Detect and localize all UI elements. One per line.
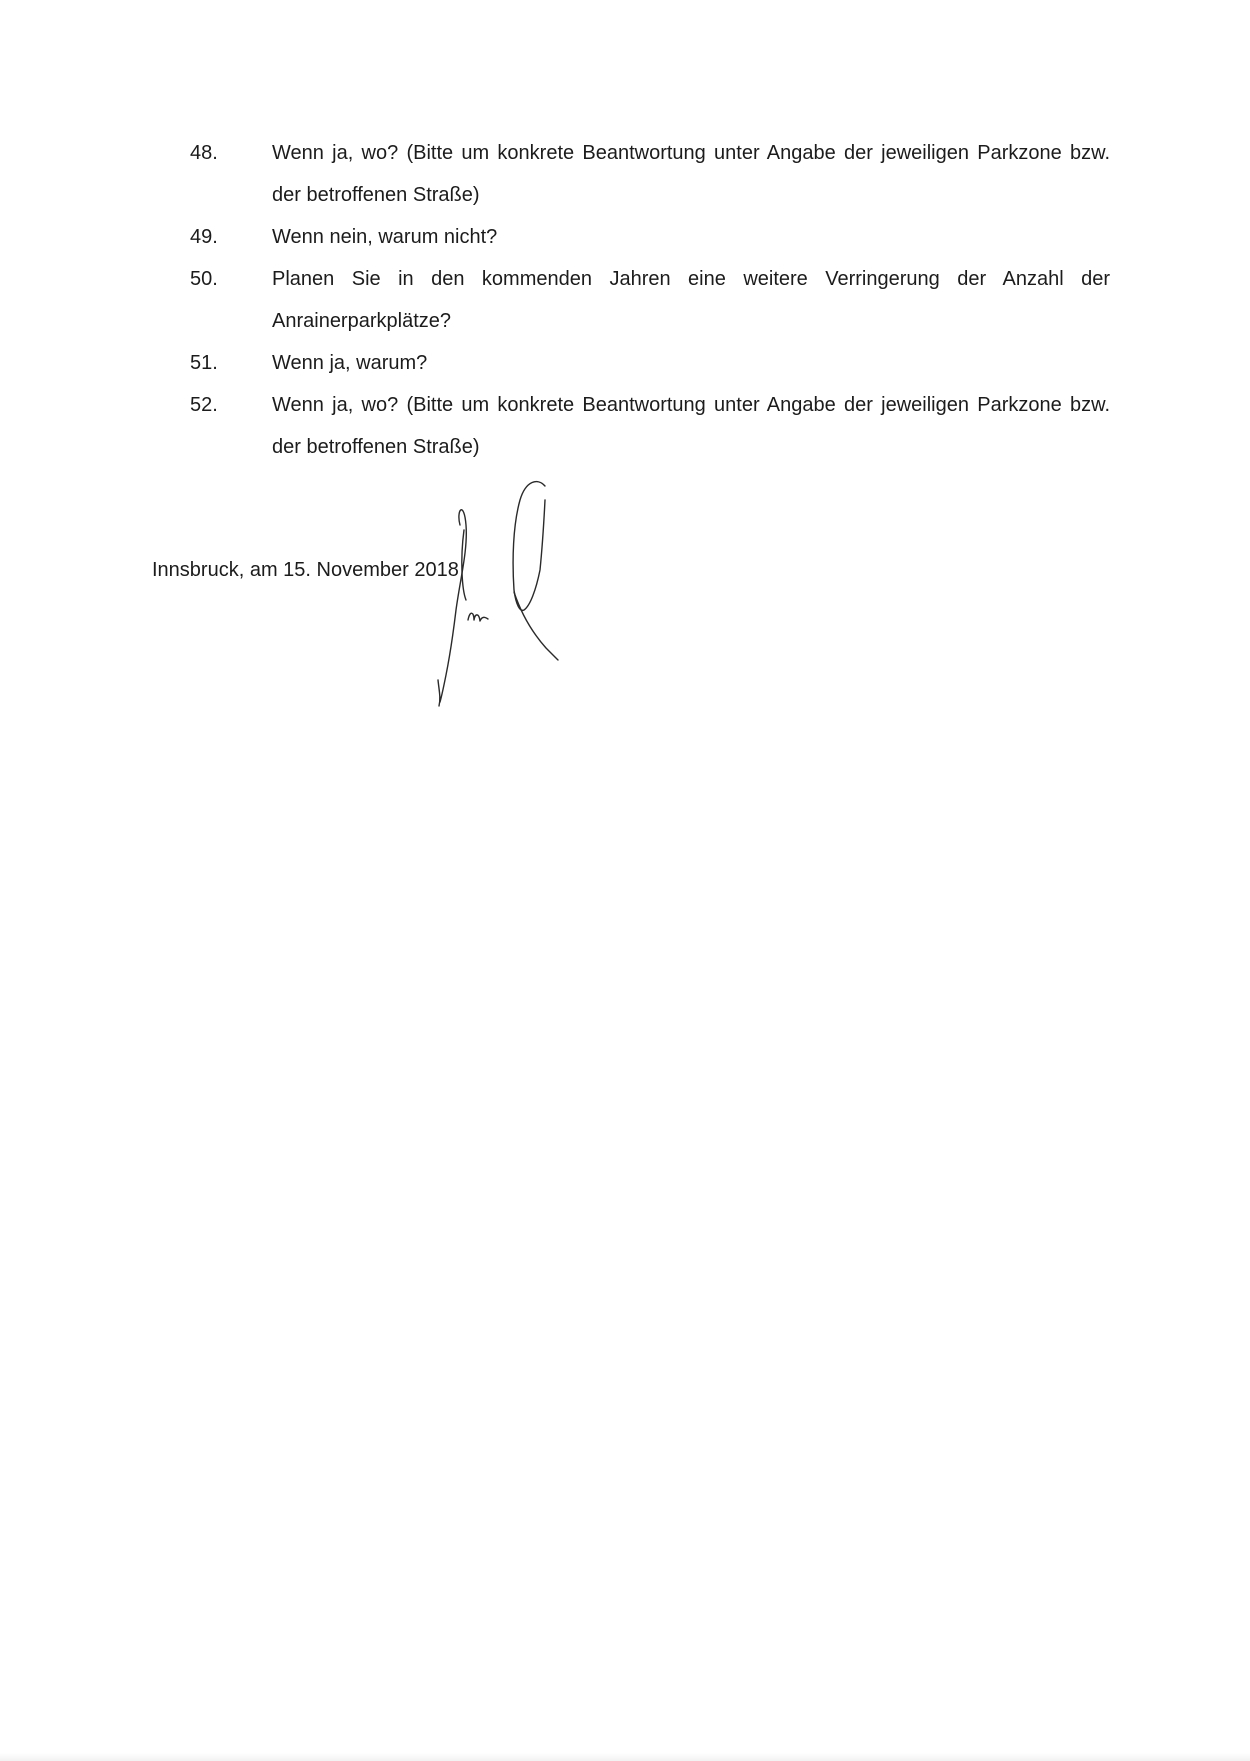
question-number: 51. [190,352,218,374]
question-number: 50. [190,268,218,290]
question-text: Planen Sie in den kommenden Jahren eine weitere Verringerung der Anzahl der Anrainerparkplätze? [272,268,1110,332]
handwritten-signature [408,470,578,710]
question-list [190,132,1110,468]
question-number: 48. [190,142,218,164]
question-item [190,258,1110,342]
question-item [190,342,1110,384]
question-number: 52. [190,394,218,416]
question-text: Wenn ja, warum? [272,352,428,374]
question-number: 49. [190,226,218,248]
question-text: Wenn ja, wo? (Bitte um konkrete Beantwortung unter Angabe der jeweiligen Parkzone bzw. der betroffenen Straße) [272,142,1110,206]
question-item [190,216,1110,258]
question-text: Wenn nein, warum nicht? [272,226,498,248]
question-item [190,384,1110,468]
place-and-date: Innsbruck, am 15. November 2018 [152,559,459,581]
question-text: Wenn ja, wo? (Bitte um konkrete Beantwortung unter Angabe der jeweiligen Parkzone bzw. der betroffenen Straße) [272,394,1110,458]
scan-bottom-edge [0,1753,1250,1761]
question-item [190,132,1110,216]
